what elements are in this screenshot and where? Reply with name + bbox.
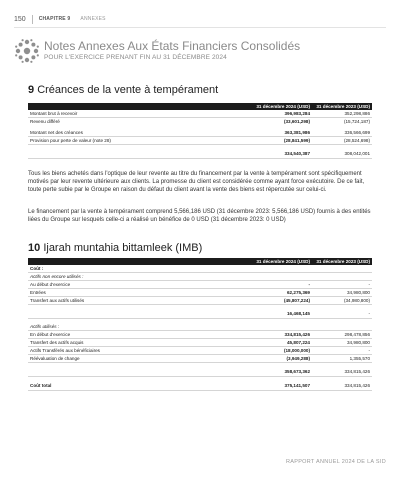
value-2023: (28,524,698): [312, 137, 372, 145]
row-label: Transfert des actifs acquis: [28, 339, 252, 347]
table-row: [28, 331, 372, 339]
subtotal-2023: 334,815,426: [312, 367, 372, 377]
value-2024: (45,807,224): [252, 297, 312, 305]
table-row: [28, 289, 372, 297]
note-9-heading: [28, 84, 218, 96]
col-header-2024: 31 décembre 2024 (USD): [252, 103, 312, 110]
value-2023: 34,980,800: [312, 339, 372, 347]
value-2023: 352,298,886: [312, 110, 372, 118]
value-2023: -: [312, 281, 372, 289]
value-2023: -: [312, 347, 372, 355]
value-2023: (15,724,187): [343, 119, 370, 124]
grand-total-label: Coût total: [28, 381, 252, 391]
col-header-2024: 31 décembre 2024 (USD): [252, 258, 312, 265]
value-2024: (3,949,288): [252, 355, 312, 363]
row-label: Réévaluation de change: [28, 355, 252, 363]
value-2024: (18,000,000): [252, 347, 312, 355]
subsection-label: Actifs utilisés :: [28, 323, 252, 331]
chapter-label: CHAPITRE 9: [38, 16, 71, 22]
subtotal-2023: -: [312, 309, 372, 319]
value-2024: (33,601,298): [283, 119, 310, 124]
table-row: [28, 339, 372, 347]
value-2023: 34,980,800: [312, 289, 372, 297]
subsection-label: Actifs non encore utilisés :: [28, 273, 252, 281]
cost-label: Coût :: [28, 265, 252, 273]
row-label: Revenu différé: [30, 119, 60, 124]
table-header-row: [28, 103, 372, 110]
row-label: Provision pour perte de valeur (note 28): [28, 137, 252, 145]
table-row: [28, 281, 372, 289]
subtotal-label-blank: [28, 309, 252, 319]
page-number: 150: [14, 15, 26, 23]
subtotal-2024: 358,673,362: [252, 367, 312, 377]
value-2023: (34,980,800): [312, 297, 372, 305]
table-header-row: [28, 258, 372, 265]
value-2024: 363,381,986: [252, 129, 312, 137]
value-2024: -: [252, 281, 312, 289]
value-2024: (28,841,599): [252, 137, 312, 145]
table-header-blank: [28, 103, 252, 110]
header-rule: [14, 27, 386, 28]
note-9-table: [28, 103, 372, 159]
note-10-heading: [28, 242, 202, 254]
note-10-number: 10: [28, 242, 41, 254]
row-label: [28, 149, 252, 159]
note-10-title: Ijarah muntahia bittamleek (IMB): [43, 242, 203, 254]
value-2023: 298,478,856: [312, 331, 372, 339]
row-label: Actifs Transférés aux bénéficiaires: [28, 347, 252, 355]
table-subsection-row: [28, 273, 372, 281]
row-label: Transfert aux actifs utilisés: [28, 297, 252, 305]
grand-total-2023: 334,815,426: [312, 381, 372, 391]
table-row: [28, 137, 372, 145]
col-header-2023: 31 décembre 2023 (USD): [312, 258, 372, 265]
section-label: ANNEXES: [80, 16, 106, 22]
value-2023: 1,355,570: [312, 355, 372, 363]
sid-logo-icon: [14, 38, 40, 64]
table-row: [28, 355, 372, 363]
grand-total-2024: 375,141,507: [252, 381, 312, 391]
table-subsection-row: [28, 323, 372, 331]
value-2024: 334,815,426: [252, 331, 312, 339]
table-row: [28, 347, 372, 355]
value-2024: 396,983,284: [252, 110, 312, 118]
page-footer: RAPPORT ANNUEL 2024 DE LA SID: [285, 459, 386, 465]
table-header-blank: [28, 258, 252, 265]
subtotal-2024: 16,468,145: [252, 309, 312, 319]
table-subtotal-row: [28, 309, 372, 319]
subtotal-label-blank: [28, 367, 252, 377]
table-row: [28, 129, 372, 137]
table-row: [28, 110, 372, 118]
note-9-number: 9: [28, 84, 35, 96]
col-header-2023: 31 décembre 2023 (USD): [312, 103, 372, 110]
value-2024: 45,807,224: [252, 339, 312, 347]
note-9-title: Créances de la vente à tempérament: [37, 84, 219, 96]
table-section-row: [28, 265, 372, 273]
document-subtitle: POUR L'EXERCICE PRENANT FIN AU 31 DÉCEMBRE 2024: [44, 54, 227, 61]
total-2023: 308,042,001: [312, 149, 372, 159]
table-grand-total-row: [28, 381, 372, 391]
table-total-row: [28, 149, 372, 159]
document-title: Notes Annexes Aux États Financiers Consolidés: [44, 39, 301, 53]
value-2023: 336,566,699: [312, 129, 372, 137]
note-9-paragraph-2: Le financement par la vente à tempérament comprend 5,566,186 USD (31 décembre 2023: 5,566,186 USD) fournis à des entités liées du Groupe sur lesquels celle-ci a réalisé un bénéfice de 0 USD (31 décembre 2023: 0 USD): [28, 209, 371, 223]
note-10-table: [28, 258, 372, 391]
header-divider: [32, 15, 33, 24]
row-label: Au début d'exercice: [28, 281, 252, 289]
row-label: Montant brut à recevoir: [28, 110, 252, 118]
table-row: [28, 297, 372, 305]
page-header: [14, 12, 386, 26]
note-9-paragraph-1: Tous les biens achetés dans l'optique de leur revente au titre du financement par la vente à tempérament sont spécifiquement motivés par leur revente ultérieure aux clients. La promesse du client est considérée comme ayant force exécutoire. De ce fait, toute perte subie par le Groupe en raison du défaut du client avant la vente des biens est répercutée sur celui-ci.: [28, 171, 365, 193]
row-label: Entrées: [28, 289, 252, 297]
table-subtotal-row: [28, 367, 372, 377]
table-row: [28, 118, 372, 126]
row-label: Montant net des créances: [28, 129, 252, 137]
total-2024: 334,540,387: [252, 149, 312, 159]
value-2024: 62,275,369: [252, 289, 312, 297]
row-label: En début d'exercice: [28, 331, 252, 339]
